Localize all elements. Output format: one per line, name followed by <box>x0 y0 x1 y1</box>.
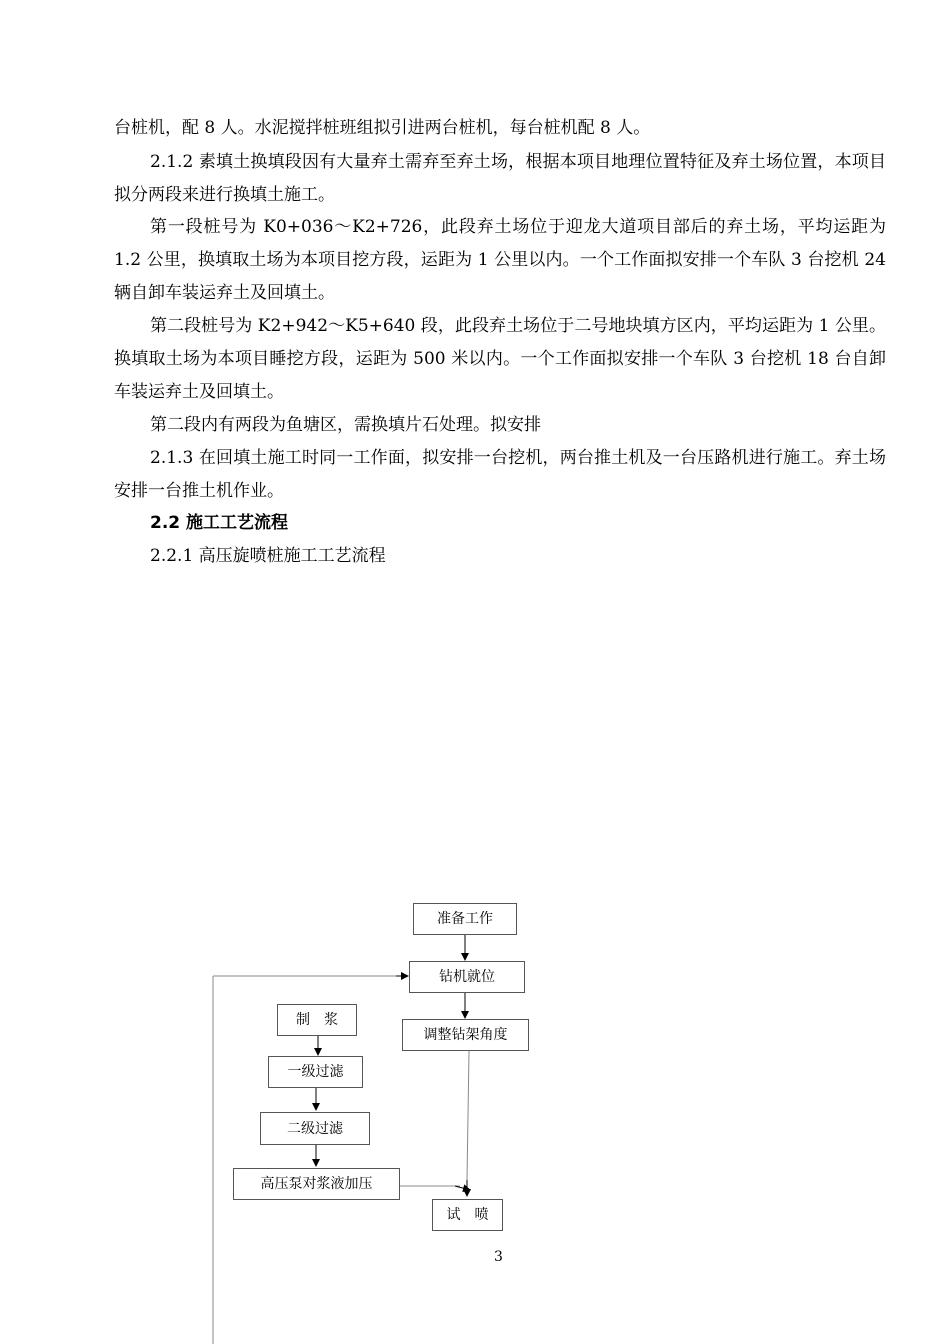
line-adjust-down <box>467 1051 469 1180</box>
flow-box-test-spray: 试 喷 <box>432 1199 503 1231</box>
flow-box-pressurize: 高压泵对浆液加压 <box>233 1168 400 1200</box>
paragraph-piling-crew: 台桩机，配 8 人。水泥搅拌桩班组拟引进两台桩机，每台桩机配 8 人。 <box>114 118 651 138</box>
paragraph-2-1-3: 2.1.3 在回填土施工时同一工作面，拟安排一台挖机，两台推土机及一台压路机进行施工。弃土场安排一台推土机作业。 <box>114 448 886 501</box>
paragraph-2-1-2: 2.1.2 素填土换填段因有大量弃土需弃至弃土场，根据本项目地理位置特征及弃土场位置，本项目拟分两段来进行换填土施工。 <box>114 152 886 205</box>
flow-box-make-slurry: 制 浆 <box>277 1004 357 1036</box>
flow-box-drill-position: 钻机就位 <box>409 961 525 993</box>
section-heading: 2.2 施工工艺流程 <box>150 513 289 533</box>
arrow-pressurize-to-test <box>455 1186 470 1190</box>
paragraph-section-two: 第二段桩号为 K2+942～K5+640 段，此段弃土场位于二号地块填方区内，平均运距为 1 公里。换填取土场为本项目睡挖方段，运距为 500 米以内。一个工作面拟安排一个车队 3 台挖机 18 台自卸车装运弃土及回填土。 <box>114 316 886 402</box>
flow-box-filter1: 一级过滤 <box>268 1056 363 1088</box>
flow-box-adjust-angle: 调整钻架角度 <box>402 1019 529 1051</box>
paragraph-fish-pond: 第二段内有两段为鱼塘区，需换填片石处理。拟安排 <box>150 415 541 435</box>
flow-box-filter2: 二级过滤 <box>260 1112 370 1145</box>
page-number: 3 <box>494 1249 503 1265</box>
subsection-heading: 2.2.1 高压旋喷桩施工工艺流程 <box>150 546 386 566</box>
flow-box-prep: 准备工作 <box>413 903 517 935</box>
paragraph-section-one: 第一段桩号为 K0+036～K2+726，此段弃土场位于迎龙大道项目部后的弃土场，平均运距为 1.2 公里，换填取土场为本项目挖方段，运距为 1 公里以内。一个工作面拟安排一个车队 3 台挖机 24 辆自卸车装运弃土及回填土。 <box>114 217 886 303</box>
